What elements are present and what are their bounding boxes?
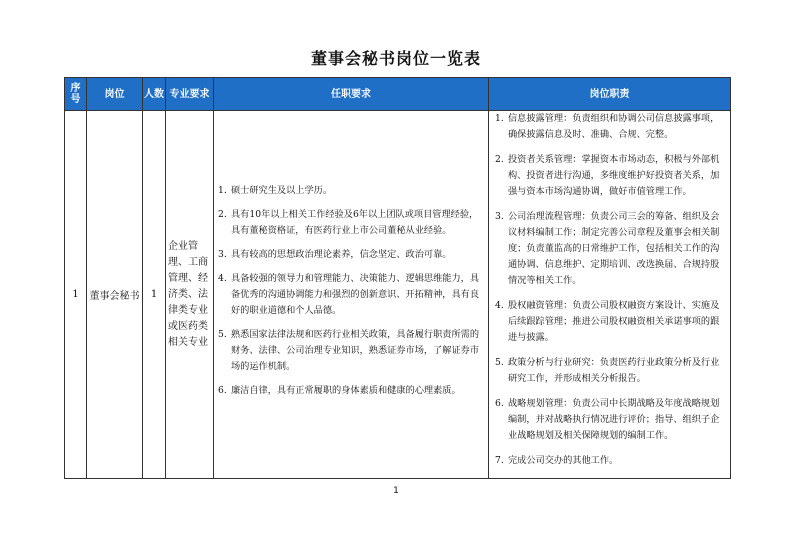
requirement-item — [218, 247, 482, 263]
duty-item-number: 7. — [495, 455, 504, 466]
requirement-item-text: 熟悉国家法律法规和医药行业相关政策，具备履行职责所需的财务、法律、公司治理专业知识，熟悉证券市场，了解证券市场的运作机制。 — [231, 328, 480, 372]
duty-item — [495, 453, 724, 469]
header-position: 岗位 — [87, 78, 143, 111]
requirement-item — [218, 271, 482, 319]
duty-item-text: 信息披露管理：负责组织和协调公司信息披露事项，确保披露信息及时、准确、合规、完整。 — [508, 113, 720, 140]
duty-item — [495, 111, 724, 143]
cell-major: 企业管理、工商管理、经济类、法律类专业或医药类相关专业 — [166, 111, 214, 479]
duty-item-number: 1. — [495, 113, 504, 124]
duty-item-text: 政策分析与行业研究：负责医药行业政策分析及行业研究工作，并形成相关分析报告。 — [508, 357, 720, 384]
duty-item-text: 战略规划管理：负责公司中长期战略及年度战略规划编制，并对战略执行情况进行评价；指导、组织子企业战略规划及相关保障规划的编制工作。 — [508, 398, 720, 441]
table-header-row — [65, 78, 731, 111]
duty-item — [495, 298, 724, 346]
requirement-item — [218, 183, 482, 199]
duty-item — [495, 209, 724, 289]
header-seq: 序号 — [65, 78, 87, 111]
job-table — [64, 77, 731, 479]
requirement-item-text: 具备较强的领导力和管理能力、决策能力、逻辑思维能力，具备优秀的沟通协调能力和强烈的创新意识、开拓精神，具有良好的职业道德和个人品德。 — [231, 272, 480, 316]
duty-item — [495, 355, 724, 387]
requirement-item-text: 硕士研究生及以上学历。 — [231, 184, 333, 196]
duty-item — [495, 152, 724, 200]
requirement-item — [218, 207, 482, 239]
requirement-item-text: 具有较高的思想政治理论素养，信念坚定、政治可靠。 — [231, 248, 452, 260]
header-requirements: 任职要求 — [214, 78, 489, 111]
requirement-item-number: 1. — [218, 184, 227, 196]
header-major: 专业要求 — [166, 78, 214, 111]
requirement-item-number: 2. — [218, 208, 227, 220]
table-row — [65, 111, 731, 479]
requirement-item-number: 4. — [218, 272, 227, 284]
requirement-item-number: 3. — [218, 248, 227, 260]
header-duties: 岗位职责 — [489, 78, 731, 111]
duty-item-text: 投资者关系管理：掌握资本市场动态，积极与外部机构、投资者进行沟通，多维度维护好投资者关系，加强与资本市场沟通协调，做好市值管理工作。 — [508, 154, 720, 197]
duty-item-number: 3. — [495, 211, 504, 222]
requirements-list — [218, 183, 482, 399]
duties-list — [495, 111, 724, 469]
requirement-item-number: 5. — [218, 328, 227, 340]
duty-item-number: 5. — [495, 357, 504, 368]
duty-item — [495, 396, 724, 444]
cell-count: 1 — [143, 111, 166, 479]
duty-item-number: 4. — [495, 300, 504, 311]
requirement-item-number: 6. — [218, 384, 227, 396]
duty-item-number: 6. — [495, 398, 504, 409]
cell-requirements — [214, 111, 489, 479]
requirement-item — [218, 327, 482, 375]
header-count: 人数 — [143, 78, 166, 111]
duty-item-text: 完成公司交办的其他工作。 — [508, 455, 619, 466]
page-number: 1 — [393, 486, 399, 496]
page-title: 董事会秘书岗位一览表 — [310, 49, 481, 68]
requirement-item-text: 具有10年以上相关工作经验及6年以上团队或项目管理经验，具有董秘资格证，有医药行业上市公司董秘从业经验。 — [231, 208, 479, 236]
requirement-item-text: 廉洁自律，具有正常履职的身体素质和健康的心理素质。 — [231, 384, 461, 396]
cell-position: 董事会秘书 — [87, 111, 143, 479]
duty-item-number: 2. — [495, 154, 504, 165]
duty-item-text: 股权融资管理：负责公司股权融资方案设计、实施及后续跟踪管理；推进公司股权融资相关承诺事项的跟进与披露。 — [508, 300, 720, 343]
requirement-item — [218, 383, 482, 399]
cell-duties — [489, 111, 731, 479]
cell-seq: 1 — [65, 111, 87, 479]
duty-item-text: 公司治理流程管理：负责公司三会的筹备、组织及会议材料编制工作；制定完善公司章程及董事会相关制度；负责董监高的日常维护工作，包括相关工作的沟通协调、信息维护、定期培训、改选换届、合规持股情况等相关工作。 — [508, 211, 720, 286]
